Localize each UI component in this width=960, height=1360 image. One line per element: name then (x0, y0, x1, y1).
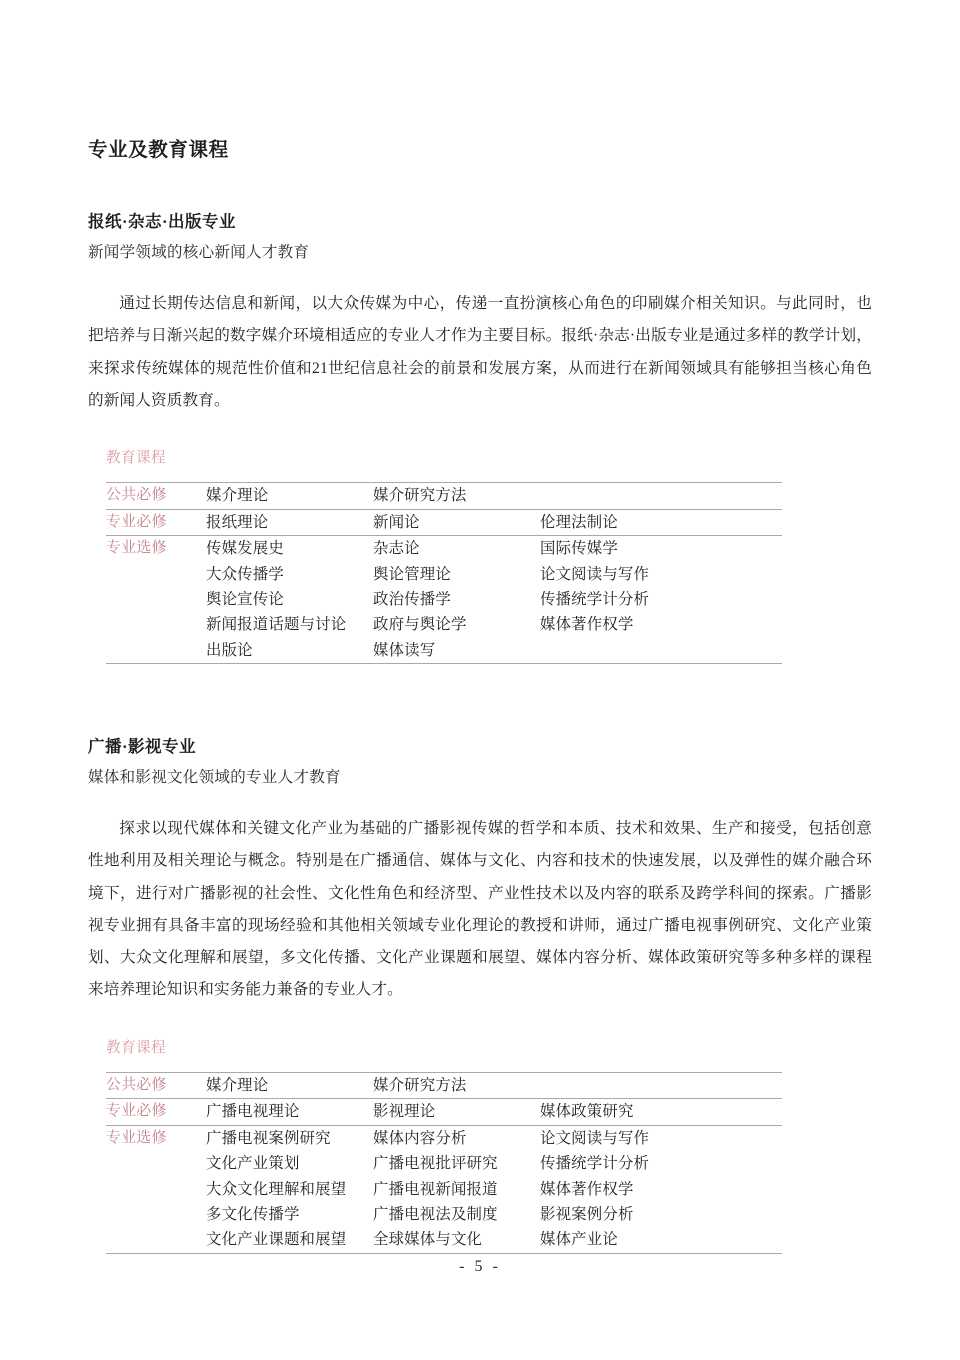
course-name: 广播电视批评研究 (373, 1155, 498, 1173)
course-name: 广播电视案例研究 (206, 1125, 373, 1151)
course-name: 多文化传播学 (206, 1205, 300, 1223)
course-table-body (106, 483, 782, 664)
course-category (106, 562, 206, 587)
course-table (106, 1072, 782, 1254)
major-subtitle: 新闻学领域的核心新闻人才教育 (88, 243, 310, 261)
course-name: 文化产业策划 (206, 1155, 300, 1173)
course-name: 杂志论 (373, 536, 540, 562)
course-name: 政治传播学 (373, 591, 451, 609)
course-name: 全球媒体与文化 (373, 1227, 540, 1253)
table-row (106, 1227, 782, 1253)
page-number: - 5 - (459, 1258, 501, 1275)
section-paragraph: 探求以现代媒体和关键文化产业为基础的广播影视传媒的哲学和本质、技术和效果、生产和接受，包括创意性地利用及相关理论与概念。特别是在广播通信、媒体与文化、内容和技术的快速发展，以及弹性的媒介融合环境下，进行对广播影视的社会性、文化性角色和经济型、产业性技术以及内容的联系及跨学科间的探索。广播影视专业拥有具备丰富的现场经验和其他相关领域专业化理论的教授和讲师，通过广播电视事例研究、文化产业策划、大众文化理解和展望，多文化传播、文化产业课题和展望、媒体内容分析、媒体政策研究等多种多样的课程来培养理论知识和实务能力兼备的专业人才。 (88, 819, 872, 999)
course-table-body (106, 1072, 782, 1253)
table-row (106, 612, 782, 637)
table-row (106, 1177, 782, 1202)
course-name: 政府与舆论学 (373, 616, 467, 634)
course-name: 国际传媒学 (540, 536, 782, 562)
course-name: 舆论宣传论 (206, 591, 284, 609)
course-name: 舆论管理论 (373, 565, 451, 583)
course-name: 大众文化理解和展望 (206, 1180, 347, 1198)
page-content (88, 0, 872, 1254)
course-name: 媒体读写 (373, 638, 540, 664)
course-name: 媒介理论 (206, 1072, 373, 1098)
course-name: 影视案例分析 (540, 1205, 634, 1223)
section-broadcasting-film (88, 664, 872, 1253)
courses-label: 教育课程 (106, 450, 166, 467)
course-name: 论文阅读与写作 (540, 565, 650, 583)
course-name: 媒体著作权学 (540, 1180, 634, 1198)
table-row (106, 1151, 782, 1176)
course-category (106, 1202, 206, 1227)
table-row (106, 587, 782, 612)
table-row (106, 562, 782, 587)
page-title: 专业及教育课程 (88, 140, 229, 161)
course-category: 公共必修 (106, 483, 206, 509)
course-name: 广播电视新闻报道 (373, 1180, 498, 1198)
course-name (540, 483, 782, 509)
courses-label: 教育课程 (106, 1039, 166, 1056)
major-title: 报纸·杂志·出版专业 (88, 212, 237, 232)
table-row (106, 1099, 782, 1125)
course-name: 媒体政策研究 (540, 1099, 782, 1125)
course-name: 出版论 (206, 638, 373, 664)
course-name: 新闻论 (373, 509, 540, 535)
table-row (106, 483, 782, 509)
course-category: 专业必修 (106, 509, 206, 535)
course-name: 影视理论 (373, 1099, 540, 1125)
table-row (106, 1202, 782, 1227)
course-name: 新闻报道话题与讨论 (206, 616, 347, 634)
course-name: 大众传播学 (206, 565, 284, 583)
course-category: 专业选修 (106, 536, 206, 562)
section-paragraph: 通过长期传达信息和新闻，以大众传媒为中心，传递一直扮演核心角色的印刷媒介相关知识。与此同时，也把培养与日渐兴起的数字媒介环境相适应的专业人才作为主要目标。报纸·杂志·出版专业是通过多样的教学计划，来探求传统媒体的规范性价值和21世纪信息社会的前景和发展方案，从而进行在新闻领域具有能够担当核心角色的新闻人资质教育。 (88, 295, 872, 409)
course-name: 文化产业课题和展望 (206, 1227, 373, 1253)
course-category: 专业必修 (106, 1099, 206, 1125)
course-category (106, 587, 206, 612)
course-name: 媒体著作权学 (540, 616, 634, 634)
course-name (540, 1072, 782, 1098)
course-name: 媒体内容分析 (373, 1125, 540, 1151)
course-category (106, 638, 206, 664)
course-category (106, 1177, 206, 1202)
course-name: 媒体产业论 (540, 1227, 782, 1253)
course-name: 媒介研究方法 (373, 1072, 540, 1098)
table-row (106, 509, 782, 535)
major-title: 广播·影视专业 (88, 737, 197, 757)
table-row (106, 638, 782, 664)
course-category: 专业选修 (106, 1125, 206, 1151)
course-name: 传播统学计分析 (540, 1155, 650, 1173)
course-name: 传媒发展史 (206, 536, 373, 562)
course-category (106, 1151, 206, 1176)
table-row (106, 1125, 782, 1151)
table-row (106, 536, 782, 562)
course-category (106, 1227, 206, 1253)
major-subtitle: 媒体和影视文化领域的专业人才教育 (88, 768, 341, 786)
course-name: 论文阅读与写作 (540, 1125, 782, 1151)
course-name: 广播电视理论 (206, 1099, 373, 1125)
course-name: 媒介研究方法 (373, 483, 540, 509)
course-name: 传播统学计分析 (540, 591, 650, 609)
course-table (106, 482, 782, 664)
table-row (106, 1072, 782, 1098)
course-name: 伦理法制论 (540, 509, 782, 535)
course-name (540, 638, 782, 664)
course-category (106, 612, 206, 637)
section-newspaper-magazine-publishing (88, 163, 872, 664)
course-category: 公共必修 (106, 1072, 206, 1098)
course-name: 广播电视法及制度 (373, 1205, 498, 1223)
course-name: 报纸理论 (206, 509, 373, 535)
course-name: 媒介理论 (206, 483, 373, 509)
